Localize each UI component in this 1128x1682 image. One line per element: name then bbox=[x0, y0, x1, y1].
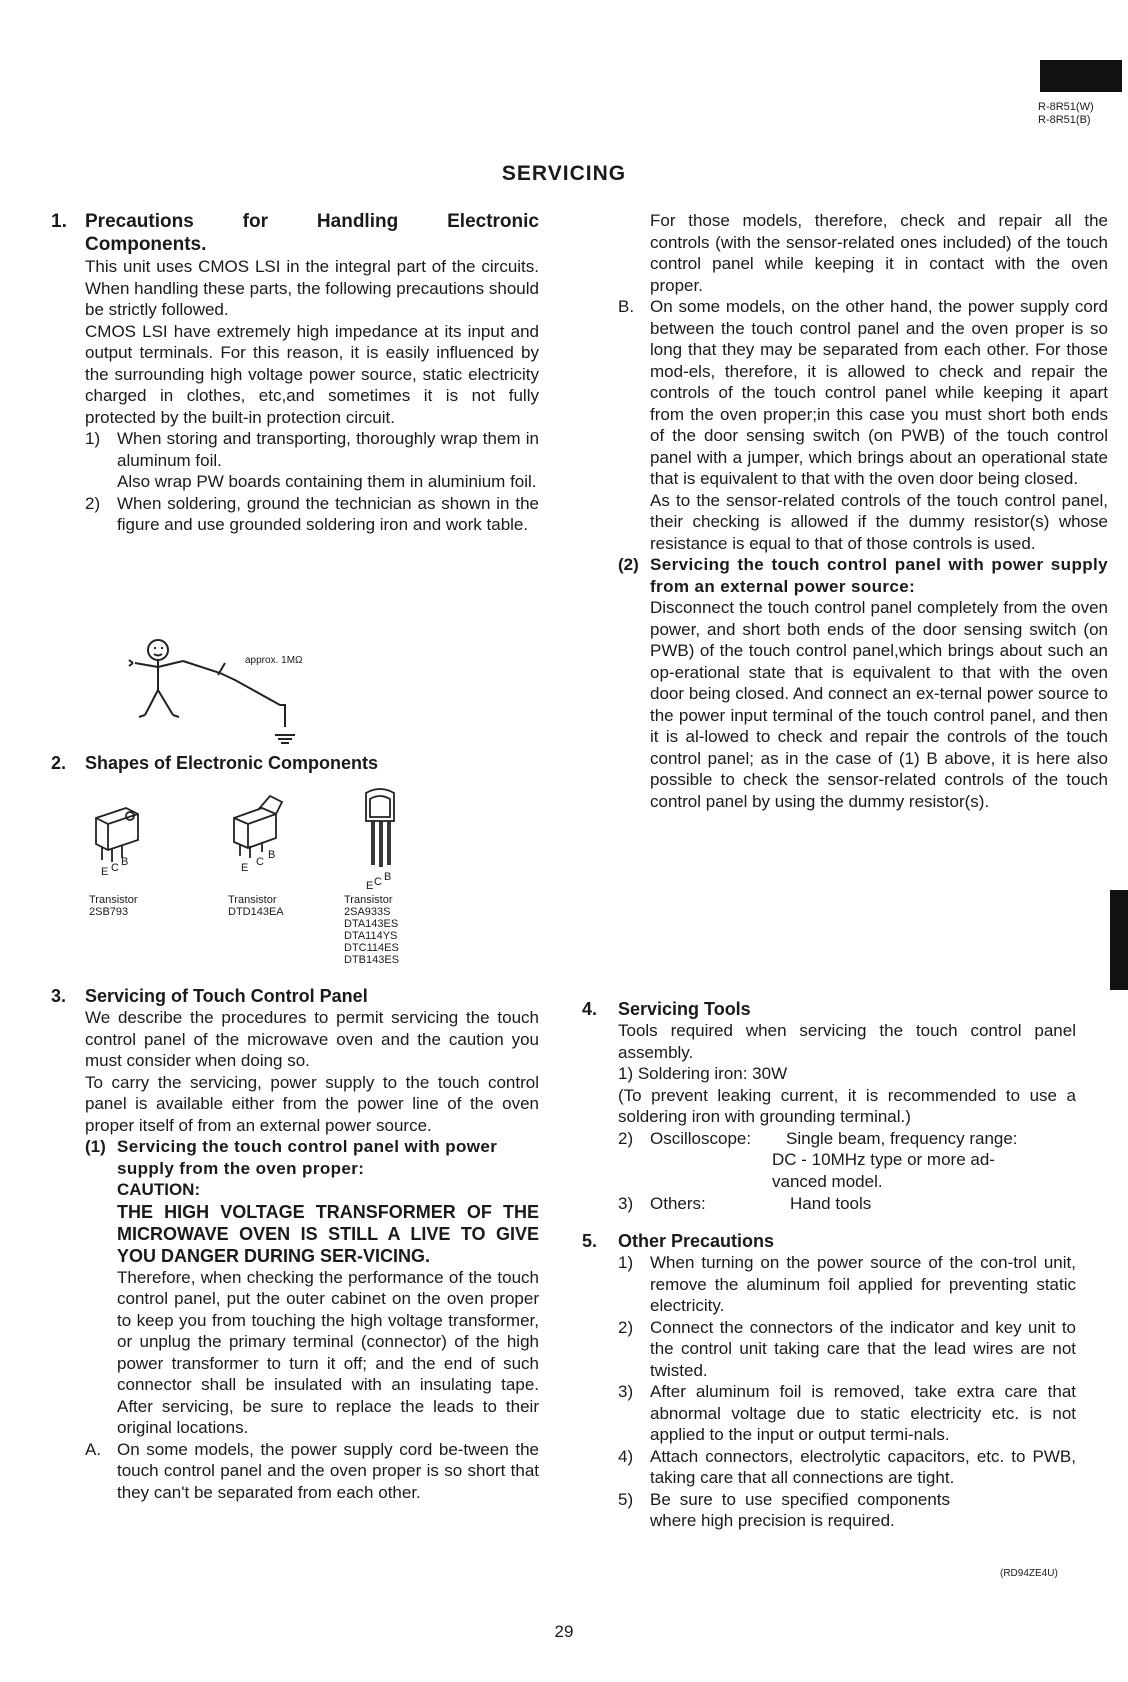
tool-2-label: Oscilloscope: bbox=[650, 1128, 752, 1148]
transistor-3-label: Transistor bbox=[344, 894, 393, 906]
pin-c-1: C bbox=[111, 862, 119, 874]
pin-b-1: B bbox=[121, 856, 129, 868]
subsection-2-text: Disconnect the touch control panel completely from the oven power, and short both ends of the door sensing switch (on PWB) of the touch control panel,which brings about such an op-erational state that is equivalent to that with the oven door being closed. And connect an ex-ternal power source to the power input terminal of the touch control panel, and then it is al-lowed to check and repair the controls of the touch control panel; as in the case of (1) B above, it is here also possible to check the sensor-related controls of the touch control panel by using the dummy resistor(s). bbox=[650, 598, 1108, 811]
transistor-1-label: Transistor bbox=[89, 894, 138, 906]
section-4 bbox=[582, 998, 1076, 1223]
transistor-2sa933s-icon bbox=[360, 785, 400, 875]
right-column bbox=[618, 210, 1108, 812]
tool-3-label: Others: bbox=[650, 1193, 706, 1213]
subsection-1-title: Servicing the touch control panel with power supply from the oven proper: bbox=[117, 1137, 498, 1178]
item-a-continued: For those models, therefore, check and repair all the controls (with the sensor-related ones included) of the touch control panel while keeping it in contact with the oven proper. bbox=[650, 211, 1108, 295]
subsection-2-title: Servicing the touch control panel with power supply from an external power source: bbox=[650, 555, 1108, 596]
transistor-3-part-5: DTB143ES bbox=[344, 954, 400, 966]
tool-2-line-a: Single beam, frequency range: bbox=[786, 1128, 1018, 1148]
section-4-title: Servicing Tools bbox=[618, 999, 751, 1019]
transistor-3-part-1: 2SA933S bbox=[344, 906, 391, 918]
section-1-item-2-text: When soldering, ground the technician as shown in the figure and use grounded soldering iron and work table. bbox=[117, 493, 539, 534]
model-number-w: R-8R51(W) bbox=[1038, 101, 1094, 113]
transistor-3-part-4: DTC114ES bbox=[344, 942, 399, 954]
transistor-dtd143ea-icon bbox=[228, 790, 288, 862]
transistor-2sb793-icon bbox=[90, 800, 150, 872]
model-number-b: R-8R51(B) bbox=[1038, 114, 1091, 126]
item-b-text-2: As to the sensor-related controls of the touch control panel, their checking is allowed if the dummy resistor(s) whose resistance is equal to that of those controls is used. bbox=[650, 490, 1108, 553]
pin-b-3: B bbox=[384, 871, 392, 883]
page-title: SERVICING bbox=[501, 162, 627, 185]
transistor-1-part: 2SB793 bbox=[89, 906, 129, 918]
section-3-number: 3. bbox=[51, 986, 67, 1006]
tool-3: 3) Others: Hand tools bbox=[618, 1193, 872, 1213]
subsection-1-para: Therefore, when checking the performance of the touch control panel, put the outer cabinet on the oven proper to keep you from touching the high voltage transformer, or unplug the primary terminal (connector) of the high power transformer to turn it off; and the end of such connector shall be insulated with an insulating tape. After servicing, be sure to replace the leads to their original locations. bbox=[117, 1267, 539, 1437]
document-code: (RD94ZE4U) bbox=[1000, 1568, 1058, 1579]
precaution-4: 4) Attach connectors, electrolytic capacitors, etc. to PWB, taking care that all connections are tight. bbox=[618, 1446, 1076, 1487]
tool-2-line-c: vanced model. bbox=[772, 1171, 883, 1191]
transistor-3-part-3: DTA114YS bbox=[344, 930, 398, 942]
transistor-2-part: DTD143EA bbox=[228, 906, 284, 918]
section-1-title-line1: Precautions for Handling Electronic bbox=[85, 211, 539, 232]
tool-1: 1) Soldering iron: 30W bbox=[618, 1064, 788, 1083]
precaution-5: 5) Be sure to use specified components where high precision is required. bbox=[618, 1489, 950, 1530]
section-1-item-1-text: When storing and transporting, thoroughly wrap them in aluminum foil. bbox=[117, 429, 539, 470]
page-number: 29 bbox=[554, 1622, 574, 1641]
item-a: A. On some models, the power supply cord be-tween the touch control panel and the oven proper is so short that they can't be separated from each other. bbox=[85, 1439, 539, 1502]
item-a-text: On some models, the power supply cord be-tween the touch control panel and the oven proper is so short that they can't be separated from each other. bbox=[117, 1439, 539, 1502]
left-column bbox=[51, 210, 539, 536]
section-3-para-1: We describe the procedures to permit servicing the touch control panel of the microwave oven and the caution you must consider when doing so. bbox=[85, 1008, 539, 1070]
item-b: B. On some models, on the other hand, the power supply cord between the touch control panel and the oven proper is so long that they may be separated from each other. For those mod-els, therefore, it is allowed to check and repair the controls of the touch control panel while keeping it apart from the oven proper;in this case you must short both ends of the door sensing switch (on PWB) of the touch control panel with a jumper, which brings about an operational state that is equivalent to that with the oven door being closed. As to the sensor-related controls of the touch control panel, their checking is allowed if the dummy resistor(s) whose resistance is equal to that of those controls is used. bbox=[618, 297, 1108, 553]
section-5 bbox=[582, 1230, 1076, 1532]
corner-tab bbox=[1040, 60, 1122, 92]
pin-c-2: C bbox=[256, 856, 264, 868]
section-1-number: 1. bbox=[51, 211, 67, 232]
pin-c-3: C bbox=[374, 876, 382, 888]
section-2-title: Shapes of Electronic Components bbox=[85, 753, 379, 773]
edge-tab bbox=[1110, 890, 1128, 990]
section-5-title: Other Precautions bbox=[618, 1231, 775, 1251]
section-1-title-line2: Components. bbox=[85, 234, 207, 255]
section-1-item-1: 1) When storing and transporting, thoroughly wrap them in aluminum foil. Also wrap PW boards containing them in aluminium foil. bbox=[85, 429, 539, 491]
pin-b-2: B bbox=[268, 849, 276, 861]
subsection-2: (2) Servicing the touch control panel with power supply from an external power source: Disconnect the touch control panel completely from the oven power, and short both ends of the door sensing switch (on PWB) of the touch control panel,which brings about such an op-erational state that is equivalent to that with the oven door being closed. And connect an ex-ternal power source to the power input terminal of the touch control panel, and then it is al-lowed to check and repair the controls of the touch control panel; as in the case of (1) B above, it is here also possible to check the sensor-related controls of the touch control panel by using the dummy resistor(s). bbox=[618, 555, 1108, 811]
tool-3-text: Hand tools bbox=[790, 1193, 872, 1213]
tool-1-note: (To prevent leaking current, it is recommended to use a soldering iron with grounding terminal.) bbox=[618, 1085, 1076, 1126]
pin-e-3: E bbox=[366, 880, 374, 892]
precaution-1: 1) When turning on the power source of the con-trol unit, remove the aluminum foil applied for preventing static electricity. bbox=[618, 1253, 1076, 1315]
resistor-label: approx. 1MΩ bbox=[245, 655, 303, 666]
tool-2-line-b: DC - 10MHz type or more ad- bbox=[772, 1150, 995, 1169]
section-1 bbox=[51, 210, 539, 256]
section-1-para-2: CMOS LSI have extremely high impedance at its input and output terminals. For this reason, it is easily influenced by the surrounding high voltage power source, static electricity charged in clothes, etc,and sometimes it is not fully protected by the built-in protection circuit. bbox=[85, 321, 539, 427]
section-3-para-2: To carry the servicing, power supply to the touch control panel is available either from the power line of the oven proper itself of from an external power source. bbox=[85, 1072, 539, 1135]
section-4-number: 4. bbox=[582, 999, 598, 1019]
section-1-item-2: 2) When soldering, ground the technician as shown in the figure and use grounded soldering iron and work table. bbox=[85, 493, 539, 534]
section-5-number: 5. bbox=[582, 1231, 598, 1251]
section-1-item-1-text-b: Also wrap PW boards containing them in aluminium foil. bbox=[117, 472, 537, 491]
section-3 bbox=[51, 985, 539, 1503]
transistor-3-part-2: DTA143ES bbox=[344, 918, 399, 930]
precaution-3: 3) After aluminum foil is removed, take extra care that abnormal voltage due to static electricity etc. is not applied to the input or output termi-nals. bbox=[618, 1382, 1076, 1444]
precaution-2: 2) Connect the connectors of the indicator and key unit to the control unit taking care that the lead wires are not twisted. bbox=[618, 1317, 1076, 1380]
pin-e-2: E bbox=[241, 862, 249, 874]
caution-label: CAUTION: bbox=[117, 1180, 201, 1199]
section-3-title: Servicing of Touch Control Panel bbox=[85, 986, 368, 1006]
section-2-number: 2. bbox=[51, 753, 67, 773]
caution-text: THE HIGH VOLTAGE TRANSFORMER OF THE MICROWAVE OVEN IS STILL A LIVE TO GIVE YOU DANGER DURING SER-VICING. bbox=[117, 1201, 539, 1266]
subsection-1: (1) Servicing the touch control panel with power supply from the oven proper: CAUTION: THE HIGH VOLTAGE TRANSFORMER OF THE MICROWAVE OVEN IS STILL A LIVE TO GIVE YOU DANGER DURING SER-VICING. Therefore, when checking the performance of the touch control panel, put the outer cabinet on the oven proper to keep you from touching the high voltage transformer, or unplug the primary terminal (connector) of the high power transformer to turn it off; and the end of such connector shall be insulated with an insulating tape. After servicing, be sure to replace the leads to their original locations. bbox=[85, 1137, 539, 1437]
section-4-para: Tools required when servicing the touch control panel assembly. bbox=[618, 1021, 1076, 1062]
item-b-text: On some models, on the other hand, the power supply cord between the touch control panel and the oven proper is so long that they may be separated from each other. For those mod-els, therefore, it is allowed to check and repair the controls of the touch control panel while keeping it apart from the oven proper;in this case you must short both ends of the door sensing switch (on PWB) of the touch control panel with a jumper, which brings about an operational state that is equivalent to that with the oven door being closed. bbox=[650, 297, 1108, 488]
pin-e-1: E bbox=[101, 866, 109, 878]
grounding-figure bbox=[125, 635, 325, 745]
section-1-para-1: This unit uses CMOS LSI in the integral part of the circuits. When handling these parts, the following precautions should be strictly followed. bbox=[85, 257, 539, 319]
transistor-2-label: Transistor bbox=[228, 894, 277, 906]
tool-2: 2) Oscilloscope: Single beam, frequency range: DC - 10MHz type or more ad- vanced model. bbox=[618, 1128, 1018, 1191]
